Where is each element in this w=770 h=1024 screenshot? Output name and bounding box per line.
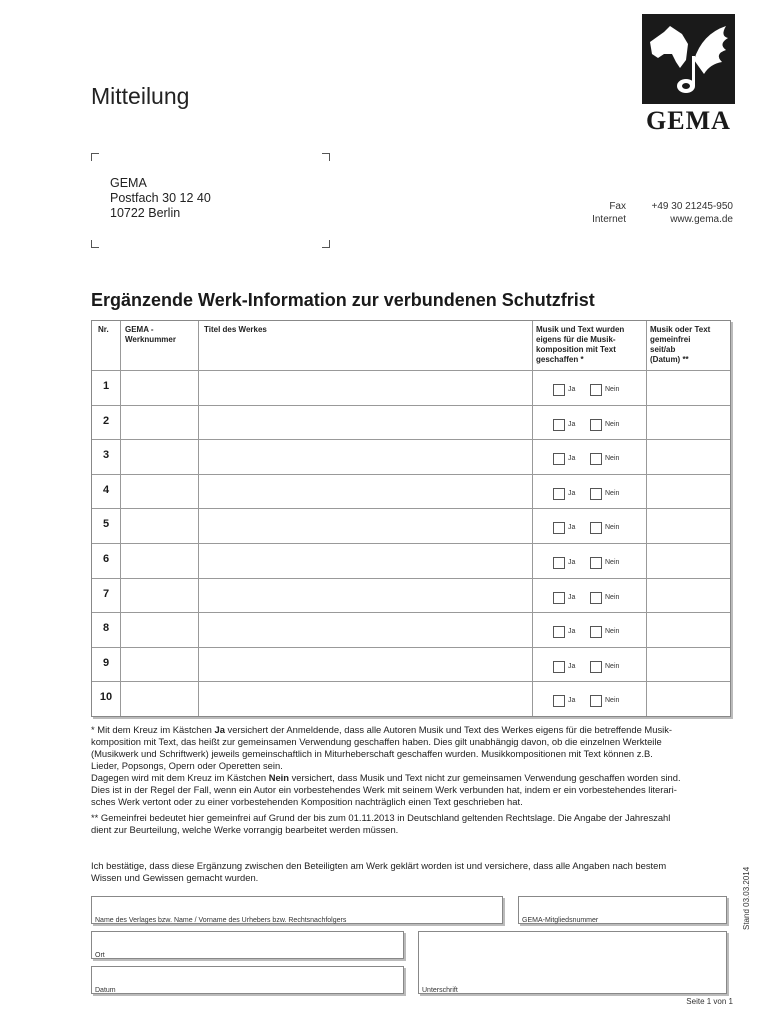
header-frei-line: (Datum) **: [650, 355, 689, 364]
ja-label: Ja: [568, 455, 576, 463]
header-titel: Titel des Werkes: [204, 325, 267, 334]
ja-checkbox[interactable]: [553, 592, 565, 604]
work-title-cell[interactable]: [199, 440, 531, 474]
internet-value: www.gema.de: [670, 214, 733, 225]
page-number: Seite 1 von 1: [686, 997, 733, 1006]
note-text: Dagegen wird mit dem Kreuz im Kästchen: [91, 772, 269, 783]
ja-label: Ja: [568, 697, 576, 705]
work-title-cell[interactable]: [199, 544, 531, 578]
ja-checkbox[interactable]: [553, 384, 565, 396]
header-frei-line: Musik oder Text: [650, 325, 711, 334]
nein-checkbox[interactable]: [590, 384, 602, 396]
gema-member-number-field[interactable]: [518, 896, 727, 924]
nein-checkbox[interactable]: [590, 419, 602, 431]
note-line: dient zur Beurteilung, welche Werke vorrangig bearbeitet werden müssen.: [91, 824, 399, 835]
row-number: 6: [102, 553, 110, 565]
fax-value: +49 30 21245-950: [651, 201, 733, 212]
row-number: 7: [102, 587, 110, 600]
nein-label: Nein: [605, 593, 620, 601]
logo-wordmark: GEMA: [646, 106, 731, 135]
work-title-cell[interactable]: [199, 648, 531, 682]
nein-checkbox[interactable]: [590, 626, 602, 638]
ja-checkbox[interactable]: [553, 488, 565, 500]
ja-checkbox[interactable]: [553, 453, 565, 465]
note-text: versichert der Anmeldende, dass alle Autoren Musik und Text des Werkes eigens für die betreffende Musik-: [224, 724, 673, 735]
name-field-label: Name des Verlages bzw. Name / Vorname des Urhebers bzw. Rechtsnachfolgers: [95, 917, 347, 924]
note-line: sches Werk vertont oder zu einer vorbestehenden Komposition nachträglich einen Text geschrieben hat.: [91, 796, 523, 807]
address-corner-tl: [91, 153, 99, 161]
work-title-cell[interactable]: [199, 371, 531, 405]
note-line: ** Gemeinfrei bedeutet hier gemeinfrei auf Grund der bis zum 01.11.2013 in Deutschland geltenden Rechtslage. Die Angabe der Jahreszahl: [91, 812, 671, 823]
header-frei-line: gemeinfrei: [650, 335, 691, 344]
ja-checkbox[interactable]: [553, 419, 565, 431]
gemeinfrei-date-cell[interactable]: [647, 509, 729, 543]
ort-field[interactable]: [91, 931, 404, 959]
work-table: [91, 320, 731, 717]
note-emphasis: Nein: [268, 772, 290, 783]
work-title-cell[interactable]: [199, 613, 531, 647]
gemeinfrei-date-cell[interactable]: [647, 475, 729, 509]
address-corner-bl: [91, 240, 99, 248]
header-gema: [125, 325, 176, 345]
datum-label: Datum: [95, 987, 116, 994]
gema-number-cell[interactable]: [121, 475, 197, 509]
member-number-label: GEMA-Mitgliedsnummer: [522, 917, 599, 924]
gemeinfrei-date-cell[interactable]: [647, 579, 729, 613]
ja-checkbox[interactable]: [553, 522, 565, 534]
address-line: GEMA: [110, 176, 147, 190]
note-line: (Musikwerk und Schriftwerk) jeweils gemeinschaftlich in Miturheberschaft geschaffen wurden. Musikkompositionen mit Text können z.B.: [91, 748, 653, 759]
datum-field[interactable]: [91, 966, 404, 994]
gema-number-cell[interactable]: [121, 371, 197, 405]
recipient-address: [110, 176, 211, 221]
gema-number-cell[interactable]: [121, 682, 197, 716]
name-field[interactable]: [91, 896, 503, 924]
gemeinfrei-date-cell[interactable]: [647, 371, 729, 405]
gema-number-cell[interactable]: [121, 440, 197, 474]
nein-checkbox[interactable]: [590, 522, 602, 534]
ja-checkbox[interactable]: [553, 661, 565, 673]
gema-logo: [642, 14, 735, 134]
work-title-cell[interactable]: [199, 509, 531, 543]
address-corner-br: [322, 240, 330, 248]
header-gema-line: Werknummer: [125, 335, 176, 344]
note-line: Dies ist in der Regel der Fall, wenn ein Autor ein vorbestehendes Werk mit seinem Werk verbunden hat, indem er ein vorbestehendes literari-: [91, 784, 677, 795]
gema-number-cell[interactable]: [121, 544, 197, 578]
ja-label: Ja: [568, 524, 576, 532]
nein-checkbox[interactable]: [590, 661, 602, 673]
nein-checkbox[interactable]: [590, 695, 602, 707]
nein-label: Nein: [605, 420, 620, 428]
gema-number-cell[interactable]: [121, 613, 197, 647]
work-title-cell[interactable]: [199, 579, 531, 613]
gemeinfrei-date-cell[interactable]: [647, 613, 729, 647]
ja-label: Ja: [568, 628, 576, 636]
nein-label: Nein: [605, 455, 620, 463]
nein-label: Nein: [605, 628, 620, 636]
work-title-cell[interactable]: [199, 475, 531, 509]
gemeinfrei-date-cell[interactable]: [647, 440, 729, 474]
confirmation-text: [91, 860, 741, 884]
note-line: [91, 772, 741, 784]
row-number: 5: [102, 518, 110, 531]
nein-label: Nein: [605, 559, 620, 566]
row-number: 9: [102, 656, 110, 669]
ort-label: Ort: [95, 952, 105, 959]
nein-checkbox[interactable]: [590, 557, 602, 569]
pegasus-logo-icon: [642, 14, 735, 104]
nein-label: Nein: [605, 697, 620, 705]
ja-label: Ja: [568, 559, 576, 566]
note-line: Lieder, Popsongs, Opern oder Operetten sein.: [91, 760, 283, 771]
header-musik-line: geschaffen *: [536, 355, 584, 364]
row-number: 1: [102, 380, 110, 392]
gema-number-cell[interactable]: [121, 648, 197, 682]
nein-label: Nein: [605, 386, 620, 393]
ja-label: Ja: [568, 489, 576, 497]
note-text: * Mit dem Kreuz im Kästchen: [91, 724, 215, 735]
row-number: 10: [99, 691, 113, 704]
note-line: [91, 724, 741, 736]
header-frei-line: seit/ab: [650, 345, 676, 354]
address-line: 10722 Berlin: [110, 206, 181, 220]
ja-checkbox[interactable]: [553, 557, 565, 569]
note-line: komposition mit Text, das heißt zur gemeinsamen Verwendung geschaffen haben. Dies gilt unabhängig davon, ob die einzelnen Werkteile: [91, 736, 662, 747]
ja-label: Ja: [568, 420, 576, 428]
footnote-gemeinfrei: [91, 812, 741, 836]
revision-date: Stand 03.03.2014: [742, 866, 751, 930]
row-number: 8: [102, 622, 110, 635]
signature-field[interactable]: [418, 931, 727, 994]
nein-label: Nein: [605, 524, 620, 532]
row-number: 2: [102, 414, 110, 427]
address-corner-tr: [322, 153, 330, 161]
address-line: Postfach 30 12 40: [110, 191, 211, 205]
work-title-cell[interactable]: [199, 406, 531, 440]
header-nr: Nr.: [98, 325, 109, 334]
note-emphasis: Ja: [214, 724, 225, 735]
header-musik-line: Musik und Text wurden: [536, 325, 625, 334]
footnote-ja-nein: [91, 724, 741, 808]
gema-number-cell[interactable]: [121, 579, 197, 613]
nein-label: Nein: [605, 489, 620, 497]
gemeinfrei-date-cell[interactable]: [647, 648, 729, 682]
nein-checkbox[interactable]: [590, 592, 602, 604]
note-line: Wissen und Gewissen gemacht wurden.: [91, 872, 259, 883]
gema-number-cell[interactable]: [121, 509, 197, 543]
ja-checkbox[interactable]: [553, 626, 565, 638]
ja-label: Ja: [568, 386, 576, 393]
row-number: 4: [102, 483, 110, 496]
work-title-cell[interactable]: [199, 682, 531, 716]
header-gemeinfrei: [650, 325, 710, 365]
ja-label: Ja: [568, 593, 576, 601]
section-title: Ergänzende Werk-Information zur verbundenen Schutzfrist: [91, 290, 595, 310]
header-gema-line: GEMA -: [125, 325, 154, 334]
nein-checkbox[interactable]: [590, 453, 602, 465]
gemeinfrei-date-cell[interactable]: [647, 544, 729, 578]
gemeinfrei-date-cell[interactable]: [647, 406, 729, 440]
col-divider: [532, 321, 533, 716]
ja-checkbox[interactable]: [553, 695, 565, 707]
internet-label: Internet: [592, 214, 626, 225]
page-title: Mitteilung: [91, 83, 190, 109]
header-musik-line: komposition mit Text: [536, 345, 616, 354]
nein-label: Nein: [605, 662, 620, 670]
row-number: 3: [102, 449, 110, 462]
note-line: Ich bestätige, dass diese Ergänzung zwischen den Beteiligten am Werk geklärt worden ist und versichere, dass alle Angaben nach bestem: [91, 860, 667, 871]
ja-label: Ja: [568, 662, 576, 670]
header-musik-text: [536, 325, 624, 365]
nein-checkbox[interactable]: [590, 488, 602, 500]
fax-label: Fax: [609, 201, 626, 212]
gema-number-cell[interactable]: [121, 406, 197, 440]
header-musik-line: eigens für die Musik-: [536, 335, 616, 344]
note-text: versichert, dass Musik und Text nicht zur gemeinsamen Verwendung geschaffen worden sind.: [289, 772, 681, 783]
gemeinfrei-date-cell[interactable]: [647, 682, 729, 716]
signature-label: Unterschrift: [422, 987, 458, 994]
